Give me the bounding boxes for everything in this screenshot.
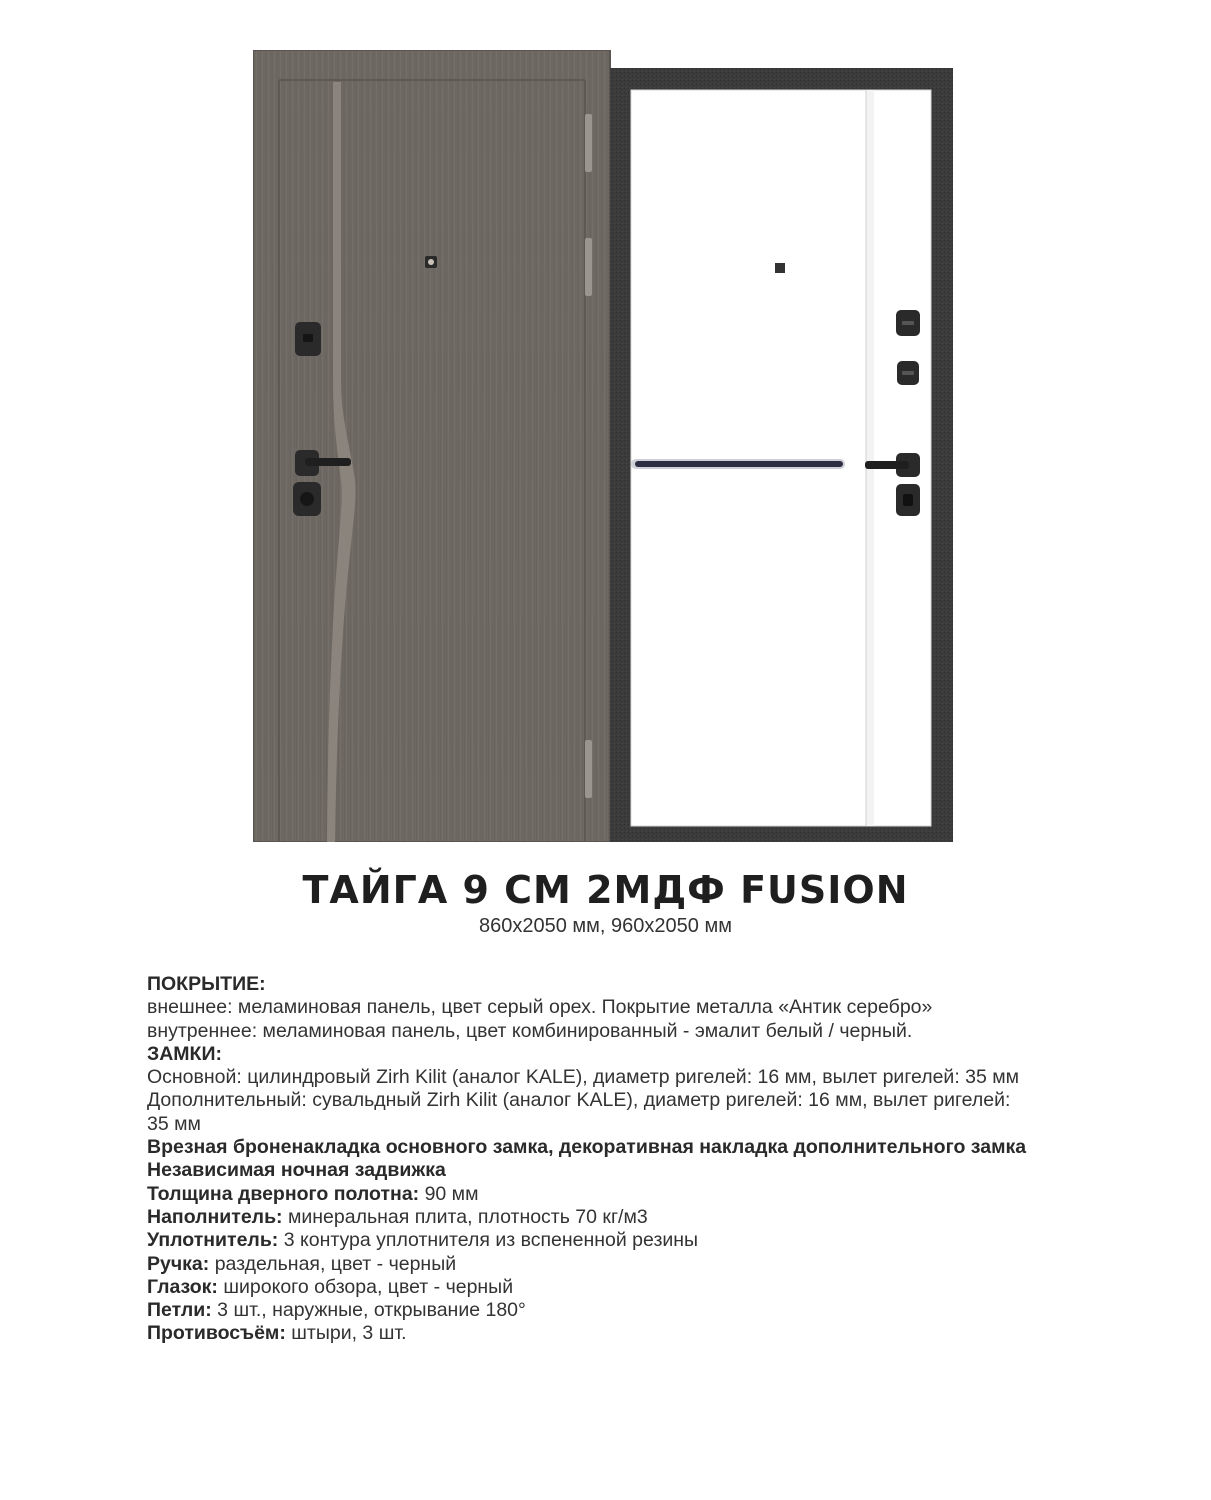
armor-plate: Врезная броненакладка основного замка, декоративная накладка дополнительного замка [147,1136,1027,1159]
locks-heading: ЗАМКИ: [147,1042,222,1065]
peephole-icon [775,263,785,273]
lock-extra: Дополнительный: сувальдный Zirh Kilit (аналог KALE), диаметр ригелей: 16 мм, вылет ригелей: 35 мм [147,1089,1011,1135]
spec-antiremoval [147,1322,1027,1345]
spec-value: 3 шт., наружные, открывание 180° [211,1299,526,1322]
outer-door [253,50,610,842]
product-image [253,50,953,842]
hinge-icon [585,114,592,172]
hinge-icon [585,740,592,798]
spec-label: Наполнитель: [147,1205,283,1228]
spec-value: минеральная плита, плотность 70 кг/м3 [282,1205,648,1228]
spec-seal [147,1229,1027,1252]
spec-label: Уплотнитель: [147,1229,279,1252]
spec-value: раздельная, цвет - черный [209,1252,457,1275]
inner-door [610,68,953,842]
coating-heading: ПОКРЫТИЕ: [147,973,266,995]
specifications [147,973,1027,1346]
door-handle-icon [865,461,909,469]
spec-label: Петли: [147,1299,212,1322]
spec-label: Толщина дверного полотна: [147,1182,420,1205]
product-title: ТАЙГА 9 СМ 2МДФ FUSION [302,868,909,912]
spec-value: широкого обзора, цвет - черный [217,1275,514,1298]
night-latch: Независимая ночная задвижка [147,1159,446,1182]
spec-handle [147,1253,1027,1276]
spec-value: штыри, 3 шт. [285,1322,407,1345]
spec-filler [147,1206,1027,1229]
spec-hinges [147,1299,1027,1322]
spec-thickness [147,1183,1027,1206]
coating-outer: внешнее: меламиновая панель, цвет серый орех. Покрытие металла «Антик серебро» [147,996,933,1019]
spec-value: 3 контура уплотнителя из вспененной резины [278,1229,699,1252]
product-sizes: 860х2050 мм, 960х2050 мм [479,915,732,937]
spec-peephole [147,1276,1027,1299]
hinge-icon [585,238,592,296]
doors-illustration [253,50,953,842]
spec-label: Ручка: [147,1252,210,1275]
lock-main: Основной: цилиндровый Zirh Kilit (аналог KALE), диаметр ригелей: 16 мм, вылет ригелей: 35 мм [147,1066,1020,1089]
spec-value: 90 мм [419,1182,479,1205]
horizontal-insert [635,461,843,467]
door-handle-icon [305,458,351,466]
spec-label: Глазок: [147,1275,218,1298]
coating-inner: внутреннее: меламиновая панель, цвет комбинированный - эмалит белый / черный. [147,1019,913,1042]
spec-label: Противосъём: [147,1322,286,1345]
